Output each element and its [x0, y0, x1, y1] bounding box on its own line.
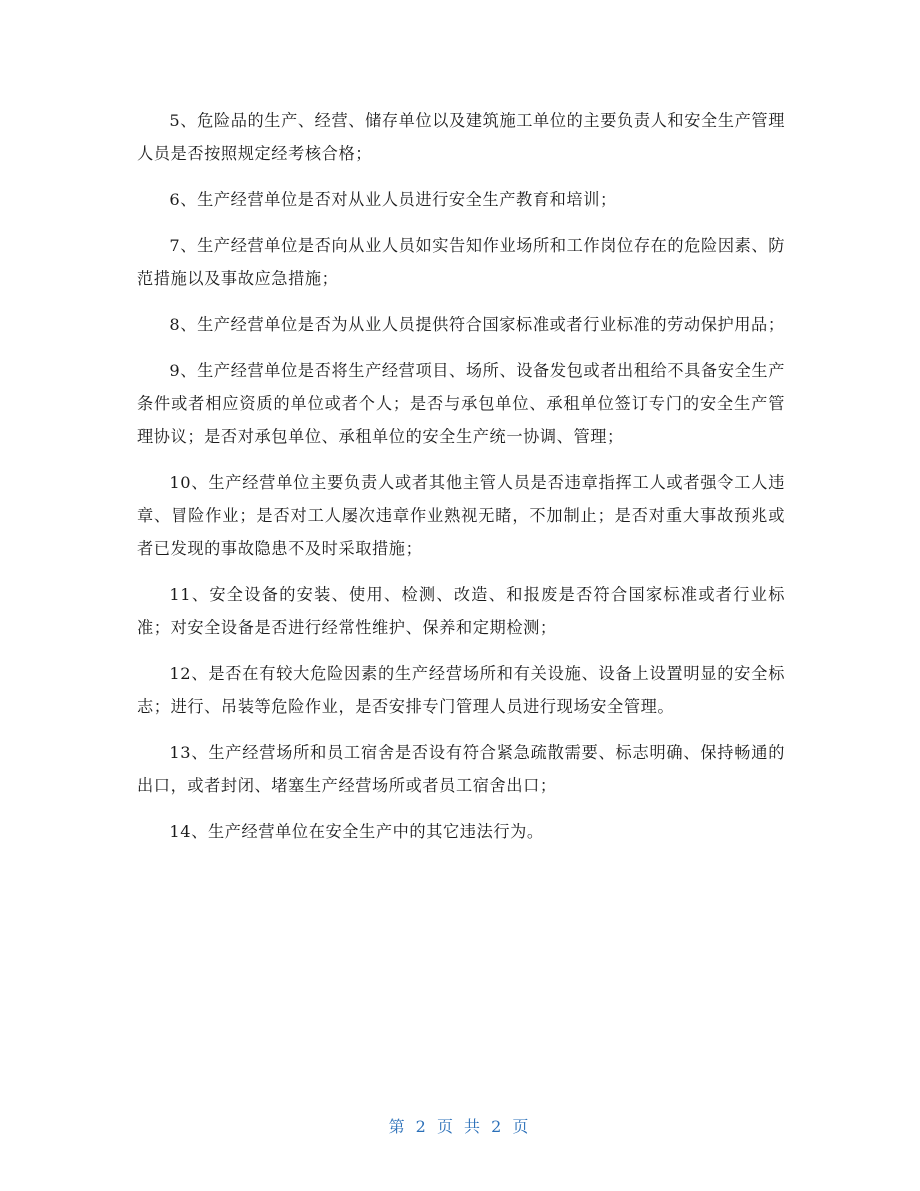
page-footer	[0, 1114, 920, 1137]
paragraph-item-10: 10、生产经营单位主要负责人或者其他主管人员是否违章指挥工人或者强令工人违章、冒险作业；是否对工人屡次违章作业熟视无睹，不加制止；是否对重大事故预兆或者已发现的事故隐患不及时采取措施；	[137, 473, 785, 558]
page-number-label: 第 2 页 共 2 页	[388, 1117, 532, 1136]
paragraph-item-9: 9、生产经营单位是否将生产经营项目、场所、设备发包或者出租给不具备安全生产条件或者相应资质的单位或者个人；是否与承包单位、承租单位签订专门的安全生产管理协议；是否对承包单位、承租单位的安全生产统一协调、管理；	[137, 361, 785, 446]
document-body	[137, 104, 785, 861]
paragraph-item-7: 7、生产经营单位是否向从业人员如实告知作业场所和工作岗位存在的危险因素、防范措施以及事故应急措施；	[137, 236, 785, 288]
paragraph-item-8: 8、生产经营单位是否为从业人员提供符合国家标准或者行业标准的劳动保护用品；	[169, 315, 785, 334]
paragraph-item-11: 11、安全设备的安装、使用、检测、改造、和报废是否符合国家标准或者行业标准；对安全设备是否进行经常性维护、保养和定期检测；	[137, 585, 785, 637]
paragraph-item-5: 5、危险品的生产、经营、储存单位以及建筑施工单位的主要负责人和安全生产管理人员是否按照规定经考核合格；	[137, 111, 785, 163]
paragraph-item-13: 13、生产经营场所和员工宿舍是否设有符合紧急疏散需要、标志明确、保持畅通的出口，或者封闭、堵塞生产经营场所或者员工宿舍出口；	[137, 743, 785, 795]
paragraph-item-6: 6、生产经营单位是否对从业人员进行安全生产教育和培训；	[169, 190, 617, 209]
paragraph-item-12: 12、是否在有较大危险因素的生产经营场所和有关设施、设备上设置明显的安全标志；进行、吊装等危险作业，是否安排专门管理人员进行现场安全管理。	[137, 664, 785, 716]
paragraph-item-14: 14、生产经营单位在安全生产中的其它违法行为。	[169, 822, 544, 841]
